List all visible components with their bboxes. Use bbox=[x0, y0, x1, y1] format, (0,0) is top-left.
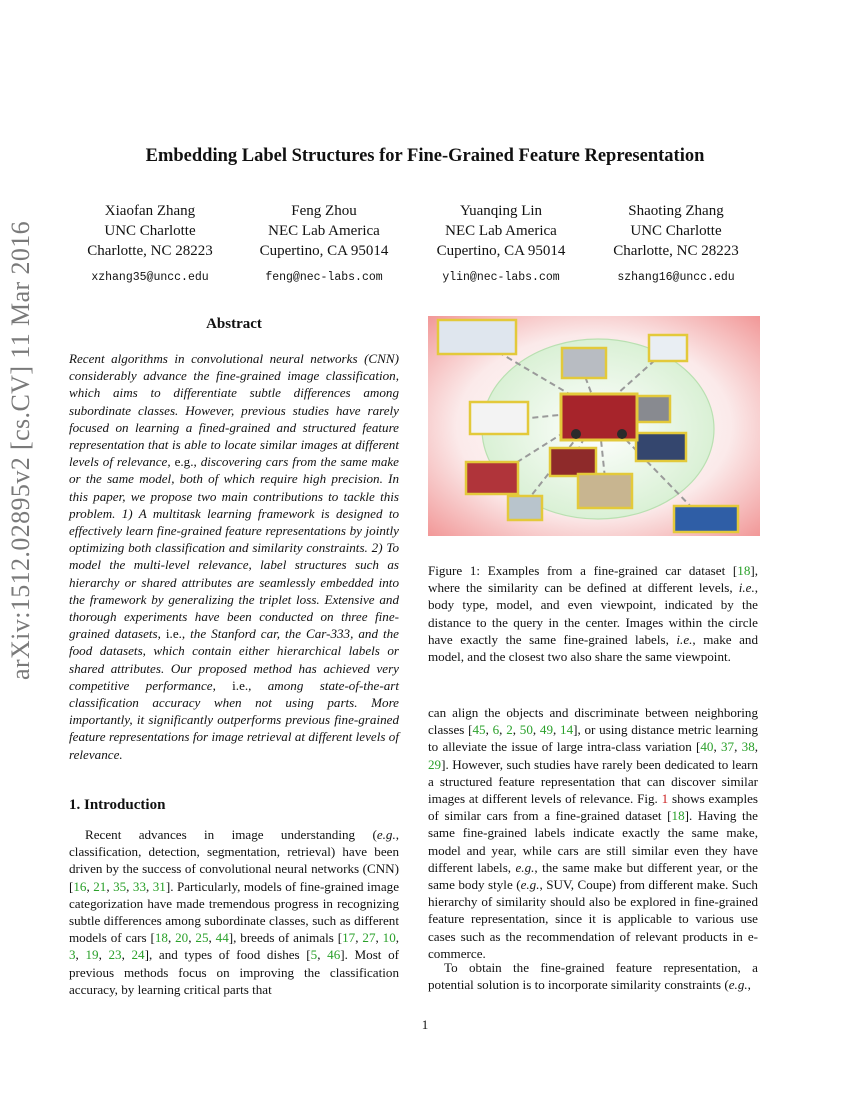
paper-title: Embedding Label Structures for Fine-Grained Feature Representation bbox=[145, 146, 705, 166]
author-block bbox=[406, 201, 596, 288]
author-name: Shaoting Zhang bbox=[628, 203, 724, 219]
citation-link[interactable]: 6 bbox=[492, 722, 500, 738]
citation-link[interactable]: 20 bbox=[175, 930, 189, 946]
car-image bbox=[674, 506, 738, 532]
citation-link[interactable]: 35 bbox=[113, 878, 127, 894]
author-email: ylin@nec-labs.com bbox=[442, 271, 560, 284]
car-image bbox=[562, 348, 606, 378]
page-number: 1 bbox=[421, 1017, 429, 1032]
citation-link[interactable]: 38 bbox=[741, 739, 755, 755]
right-column-paragraph-1: can align the objects and discriminate between neighboring classes [45, 6, 2, 50, 49, 14], or using distance metric learning to alleviate the issue of large intra-class variation [40, 37, 38, 29]. However, such studies have rarely been dedicated to learn a structured feature representation that can discover similar images at different levels of relevance. Fig. 1 shows examples of similar cars from a fine-grained dataset [18]. Having the same fine-grained labels indicate exactly the same make, model and year, while cars are still similar even they have different labels, e.g., the same make but different year, or the same body style (e.g., SUV, Coupe) from different make. Such hierarchy of similarity should also be explored in fine-grained feature representation, since it is applicable to various use cases such as the recommendation of relevant products in e-commerce. bbox=[428, 705, 759, 961]
section-heading-introduction: 1. Introduction bbox=[69, 797, 166, 813]
car-image bbox=[438, 320, 516, 354]
author-location: Cupertino, CA 95014 bbox=[259, 243, 389, 259]
author-block bbox=[55, 201, 245, 288]
citation-link[interactable]: 44 bbox=[215, 930, 229, 946]
author-name: Feng Zhou bbox=[291, 203, 357, 219]
abstract-heading: Abstract bbox=[206, 316, 262, 332]
car-image bbox=[649, 335, 687, 361]
citation-link[interactable]: 31 bbox=[152, 878, 166, 894]
author-email: szhang16@uncc.edu bbox=[617, 271, 735, 284]
citation-link[interactable]: 19 bbox=[85, 947, 99, 963]
author-name: Yuanqing Lin bbox=[459, 203, 543, 219]
citation-link[interactable]: 3 bbox=[69, 947, 76, 963]
car-image bbox=[470, 402, 528, 434]
citation-link[interactable]: 18 bbox=[671, 808, 685, 824]
citation-link[interactable]: 49 bbox=[539, 722, 553, 738]
author-block bbox=[581, 201, 771, 288]
author-affiliation: UNC Charlotte bbox=[104, 223, 196, 239]
citation-link[interactable]: 2 bbox=[506, 722, 513, 738]
abstract-body: Recent algorithms in convolutional neural networks (CNN) considerably advance the fine-grained image classification, which aims to differentiate subtle differences among subordinate classes. However, previous studies have rarely focused on learning a fined-grained and structured feature representation that is able to locate similar images at different levels of relevance, e.g., discovering cars from the same make or the same model, both of which require high precision. In this paper, we propose two main contributions to tackle this problem. 1) A multitask learning framework is designed to effectively learn fine-grained feature representations by jointly optimizing both classification and similarity constraints. 2) To model the multi-level relevance, label structures such as hierarchy or shared attributes are seamlessly embedded into the framework by generalizing the triplet loss. Extensive and thorough experiments have been conducted on three fine-grained datasets, i.e., the Stanford car, the Car-333, and the food datasets, which contain either hierarchical labels or shared attributes. Our proposed method has achieved very competitive performance, i.e., among state-of-the-art classification accuracy when not using parts. More importantly, it significantly outperforms previous fine-grained feature representations for image retrieval at different levels of relevance. bbox=[69, 351, 399, 762]
citation-link[interactable]: 50 bbox=[519, 722, 533, 738]
author-affiliation: NEC Lab America bbox=[445, 223, 557, 239]
citation-link[interactable]: 16 bbox=[73, 878, 87, 894]
citation-link[interactable]: 14 bbox=[560, 722, 574, 738]
right-column-paragraph-2: To obtain the fine-grained feature representation, a potential solution is to incorporate similarity constraints (e.g., bbox=[428, 960, 758, 993]
citation-link[interactable]: 46 bbox=[327, 947, 341, 963]
figure-1-caption: Figure 1: Examples from a fine-grained car dataset [18], where the similarity can be defined at different levels, i.e., body type, model, and even viewpoint, indicated by the distance to the query in the center. Images within the circle have exactly the same fine-grained labels, i.e., make and model, and the closest two also share the same viewpoint. bbox=[428, 563, 758, 665]
citation-link[interactable]: 18 bbox=[737, 563, 751, 578]
car-image bbox=[578, 474, 632, 508]
citation-link[interactable]: 17 bbox=[342, 930, 356, 946]
author-location: Cupertino, CA 95014 bbox=[436, 243, 566, 259]
citation-link[interactable]: 23 bbox=[108, 947, 122, 963]
citation-link[interactable]: 33 bbox=[132, 878, 146, 894]
author-email: feng@nec-labs.com bbox=[265, 271, 383, 284]
car-image bbox=[636, 433, 686, 461]
citation-link[interactable]: 21 bbox=[93, 878, 107, 894]
arxiv-identifier: arXiv:1512.02895v2 [cs.CV] 11 Mar 2016 bbox=[6, 220, 35, 680]
citation-link[interactable]: 25 bbox=[195, 930, 209, 946]
author-affiliation: UNC Charlotte bbox=[630, 223, 722, 239]
citation-link[interactable]: 18 bbox=[154, 930, 168, 946]
citation-link[interactable]: 24 bbox=[131, 947, 145, 963]
citation-link[interactable]: 29 bbox=[428, 756, 442, 772]
introduction-paragraph: Recent advances in image understanding (e.g., classification, detection, segmentation, retrieval) have been driven by the success of convolutional neural networks (CNN) [16, 21, 35, 33, 31]. Particularly, models of fine-grained image categorization have made tremendous progress in recognizing subtle differences among subordinate classes, such as different models of cars [18, 20, 25, 44], breeds of animals [17, 27, 10, 3, 19, 23, 24], and types of food dishes [5, 46]. Most of previous methods focus on improving the classification accuracy, by learning critical parts that bbox=[69, 827, 400, 997]
author-name: Xiaofan Zhang bbox=[104, 203, 196, 219]
citation-link[interactable]: 10 bbox=[382, 930, 396, 946]
author-block bbox=[229, 201, 419, 288]
author-location: Charlotte, NC 28223 bbox=[613, 243, 739, 259]
figure-reference-link[interactable]: 1 bbox=[661, 791, 669, 807]
citation-link[interactable]: 45 bbox=[472, 722, 486, 738]
author-email: xzhang35@uncc.edu bbox=[91, 271, 209, 284]
car-image bbox=[508, 496, 542, 520]
citation-link[interactable]: 40 bbox=[700, 739, 714, 755]
figure-1-car-similarity bbox=[428, 316, 760, 536]
citation-link[interactable]: 37 bbox=[721, 739, 735, 755]
citation-link[interactable]: 5 bbox=[310, 947, 318, 963]
car-image bbox=[466, 462, 518, 494]
author-affiliation: NEC Lab America bbox=[268, 223, 380, 239]
citation-link[interactable]: 27 bbox=[362, 930, 376, 946]
author-location: Charlotte, NC 28223 bbox=[87, 243, 213, 259]
car-image bbox=[550, 448, 596, 476]
